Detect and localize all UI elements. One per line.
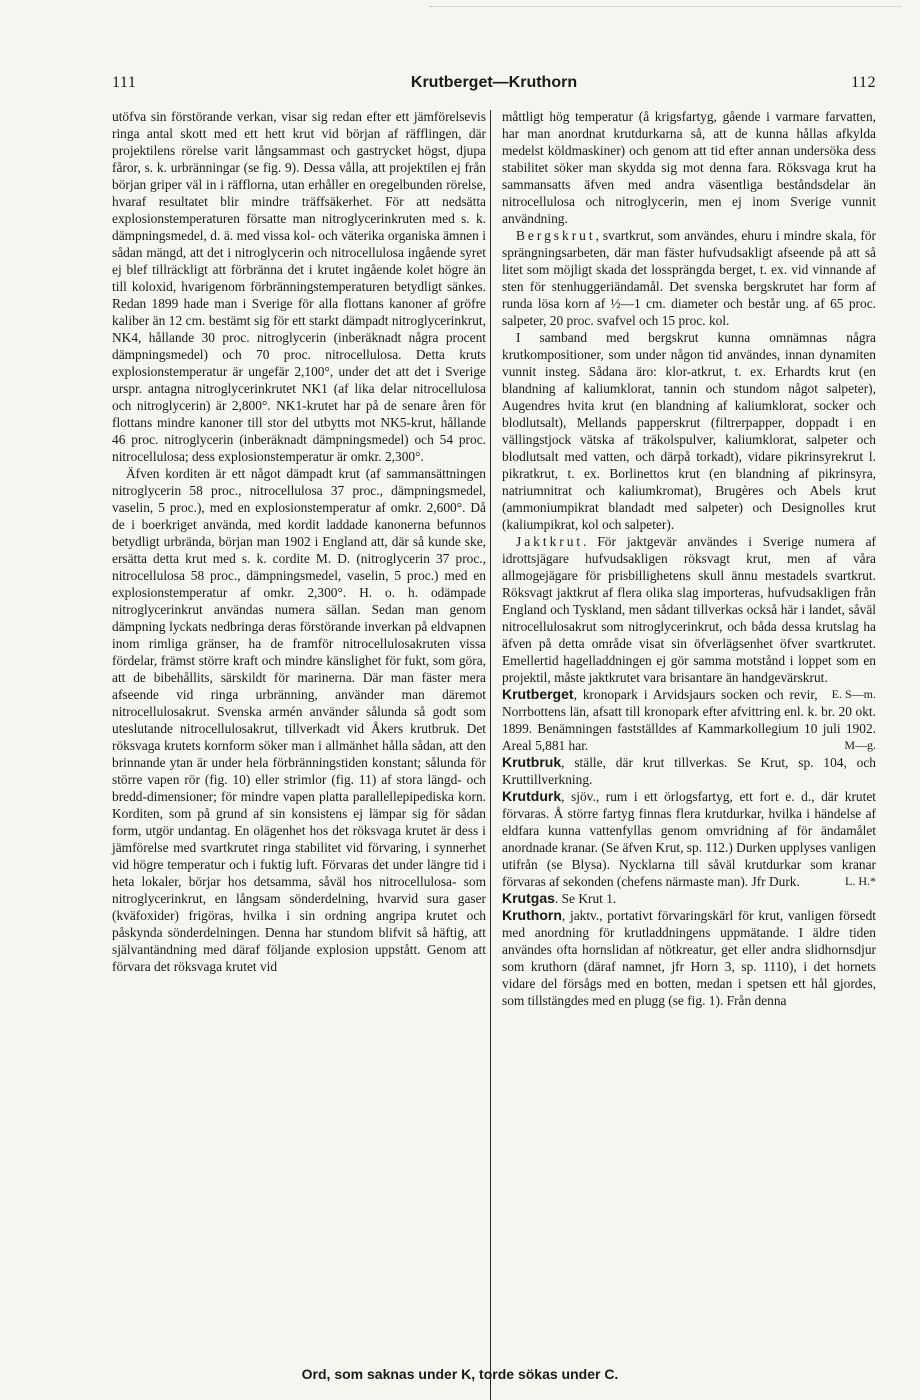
page-number-right: 112 [851,74,876,91]
scan-edge-line [430,6,900,8]
entry-kruthorn: Kruthorn, jaktv., portativt förvaringskärl för krut, vanligen försedt med anordning för krutladdningens uppmätande. I äldre tiden användes ofta hornslidan af nötkreatur, get eller andra slidhornsdjur som kruthorn (däraf namnet, jfr Horn 3, sp. 1110), i det hornets vidare del försågs med en botten, medan i spetsen ett hål gjordes, som tillstängdes med en plugg (se fig. 1). Från denna [502,907,876,1008]
term-jaktkrut: Jaktkrut [516,534,584,549]
column-divider [490,110,491,1400]
page-footer-note: Ord, som saknas under K, torde sökas under C. [301,1366,619,1382]
headword-kruthorn: Kruthorn [502,907,562,923]
entry-krutgas: Krutgas. Se Krut 1. [502,890,617,906]
entry-krutbruk: Krutbruk, ställe, där krut tillverkas. Se Krut, sp. 104, och Kruttillverkning. [502,754,876,787]
signature-es-m: E. S—m. [831,687,876,701]
headword-krutdurk: Krutdurk [502,788,562,804]
right-paragraph-1: måttligt hög temperatur (å krigsfartyg, gående i varmare farvatten, har man anordnat krutdurkarna så, att de kunna hållas afkylda medelst köldmaskiner) och genom att tid efter annan undersöka dess stabilitet söker man skydda sig mot denna fara. Röksvaga krut ha sammansatts äfven med andra väsentliga beståndsdelar än nitrocellulosa och nitroglycerin, men ej inom Sverige vunnit användning. [502,109,876,226]
right-paragraph-4: Jaktkrut. För jaktgevär användes i Sverige numera af idrottsjägare hufvudsakligen röksvagt krut, men af våra allmogejägare för prisbillighetens skull ännu mestadels svartkrut. Röksvagt jaktkrut af flera olika slag importeras, hufvudsakligen från England och Tyskland, men sådant tillverkas också här i landet, såväl nitrocellulosakrut som nitroglycerinkrut, och båda dessa krutslag ha äfven på detta område visat sin öfverlägsenhet öfver svartkrutet. Emellertid hagelladdningen ej gör samma motstånd i loppet som en projektil, måste jaktkrutet vara brisantare än handgevärskrut. E. S—m. [502,534,876,701]
entry-krutberget: Krutberget, kronopark i Arvidsjaurs socken och revir, Norrbottens län, afsatt till kronopark efter afvittring enl. k. br. 20 okt. 1899. Benämningen fastställdes af Kammarkollegium 10 juli 1902. Areal 5,881 har. M—g. [502,686,876,753]
right-paragraph-2: Bergskrut, svartkrut, som användes, ehuru i mindre skala, för sprängningsarbeten, där man fäster hufvudsakligt afseende på att så litet som möjligt skada det lossprängda berget, t. ex. vid vinnande af sten för stenhuggeriändamål. Det svenska bergskrutet har form af runda lösa korn af ½—1 cm. diameter och består ung. af 65 proc. salpeter, 20 proc. svafvel och 15 proc. kol. [502,228,876,328]
left-paragraph-2: Äfven korditen är ett något dämpadt krut (af sammansättningen nitroglycerin 58 proc., nitrocellulosa 37 proc., dämpningsmedel, vaselin, 5 proc.), med en explosionstemperatur af omkr. 2,600°. Då de i boerkriget använda, med kordit laddade kanonerna befunnos betydligt urbrända, början man 1902 i England att, där så kunde ske, ersätta detta krut med s. k. cordite M. D. (nitroglycerin 37 proc., nitrocellulosa 58 proc., dämpningsmedel, vaselin, 5 proc.) med en explosionstemperatur af omkr. 2,300°. H. o. h. odämpade nitroglycerinkrut användas numera sällan. Sedan man genom dämpning lyckats nedbringa deras förstörande inverkan på eldvapnen inom rimliga gränser, ha de framför nitrocellulosakruten vissa fördelar, främst större kraft och mindre känslighet för fukt, som göra, att de bibehållits, särskildt för marinerna. Där man fäster mera afseende vid ringa urbränning, använder man däremot nitrocellulosakrut. Svenska armén använder sålunda så godt som uteslutande nitrocellulosakrut, tillverkadt vid Åkers krutbruk. Det röksvaga krutets kornform söker man i allmänhet hålla sådan, att den brinnande ytan är under hela förbränningstiden konstant; sålunda för större vapen rör (fig. 10) eller strimlor (fig. 11) af stora längd- och bredd-dimensioner; för mindre vapen platta parallellepipediska korn. Korditen, som på grund af sin konsistens ej lämpar sig för sådan form, utgör undantag. En olägenhet hos det röksvaga krutet är dess i jämförelse med svartkrutet ringa stabilitet vid förvaring, i synnerhet vid högre temperatur och i fuktig luft. Förvaras det under längre tid i heta lokaler, börjar hos detsamma, såväl hos nitrocellulosa- som nitroglycerinkrut, en långsam sönderdelning, hvarvid sura gaser (kväfoxider) frigöras, hvilka i sin ordning angripa krutet och påskynda sönderdelningen. Denna har stundom blifvit så häftig, att självantändning med däraf följande explosion uppstått. Genom att förvara det röksvaga krutet vid [112,466,486,974]
running-title: Krutberget—Kruthorn [410,74,578,91]
signature-m-g: M—g. [844,738,876,752]
page-header [112,74,876,98]
signature-lh: L. H.* [845,874,876,888]
right-paragraph-3: I samband med bergskrut kunna omnämnas några krutkompositioner, som under någon tid användes, innan dynamiten vunnit insteg. Sådana äro: klor-atkrut, t. ex. Erhardts krut (en blandning af kaliumklorat, tannin och stundom något salpeter), Augendres hvita krut (en blandning af kaliumklorat, socker och blodlutsalt), Mellands papperskrut (filtrerpapper, doppadt i en vällingstjock vätska af träkolspulver, kaliumklorat, salpeter och blodlutsalt med vatten, och därpå torkadt), vidare pikrinsyrekrut l. pikratkrut, t. ex. Borlinettos krut (en blandning af pikrinsyra, natriumnitrat och kaliumkromat), Brugères och Abels krut (ammoniumpikrat blandadt med salpeter) och Designolles krut (kaliumpikrat, kol och salpeter). [502,330,876,532]
right-column [502,108,876,1009]
left-column [112,108,486,975]
headword-krutberget: Krutberget [502,686,574,702]
headword-krutgas: Krutgas [502,890,555,906]
headword-krutbruk: Krutbruk [502,754,562,770]
left-paragraph-1: utöfva sin förstörande verkan, visar sig redan efter ett jämförelsevis ringa antal skott med ett hett krut vid början af räfflingen, där projektilens rörelse varit långsammast och gastrycket högst, djupa fåror, s. k. urbränningar (se fig. 9). Dessa vålla, att projektilen ej från början griper väl in i räfflorna, utan erhåller en oregelbunden rörelse, hvaraf resultatet blir mindre träffsäkerhet. För att nedsätta explosionstemperaturen försatte man nitroglycerinkruten med s. k. dämpningsmedel, d. ä. med vissa kol- och väterika organiska ämnen i sådan mängd, att det i nitroglycerin och nitrocellulosa ingående syret ej blef tillräckligt att förbränna det i krutet ingående kolet högre än till koloxid, hvarigenom förbränningstemperaturen betydligt sänkes. Redan 1899 hade man i Sverige för alla flottans kanoner af gröfre kaliber än 12 cm. bestämt sig för ett starkt dämpadt nitroglycerinkrut, NK4, hållande 30 proc. nitroglycerin (inberäknadt några procent dämpningsmedel) och 70 proc. nitrocellulosa. Detta kruts explosionstemperatur är ungefär 2,100°, under det att det i Sverige urspr. antagna nitroglycerinkrutet NK1 (af lika delar nitrocellulosa och nitroglycerin) är 2,800°. NK1-krutet har på de senare åren för flottans mindre kanoner till stor del utbytts mot NK5-krut, hållande 46 proc. nitroglycerin (inberäknadt dämpningsmedel) och 54 proc. nitrocellulosa; dess explosionstemperatur är omkr. 2,300°. [112,109,486,464]
term-bergskrut: Bergskrut [516,228,596,243]
entry-krutdurk: Krutdurk, sjöv., rum i ett örlogsfartyg, ett fort e. d., där krutet förvaras. Å större fartyg finnas flera krutdurkar, hvilka i händelse af eldfara kunna vattenfyllas genom omvridning af för ändamålet anordnade kranar. (Se äfven Krut, sp. 112.) Durken upplyses vanligen utifrån (se Blysa). Nycklarna till såväl krutdurkar som kranar förvaras af sekonden (chefens närmaste man). Jfr Durk. L. H.* [502,788,876,889]
page-number-left: 111 [112,74,137,91]
